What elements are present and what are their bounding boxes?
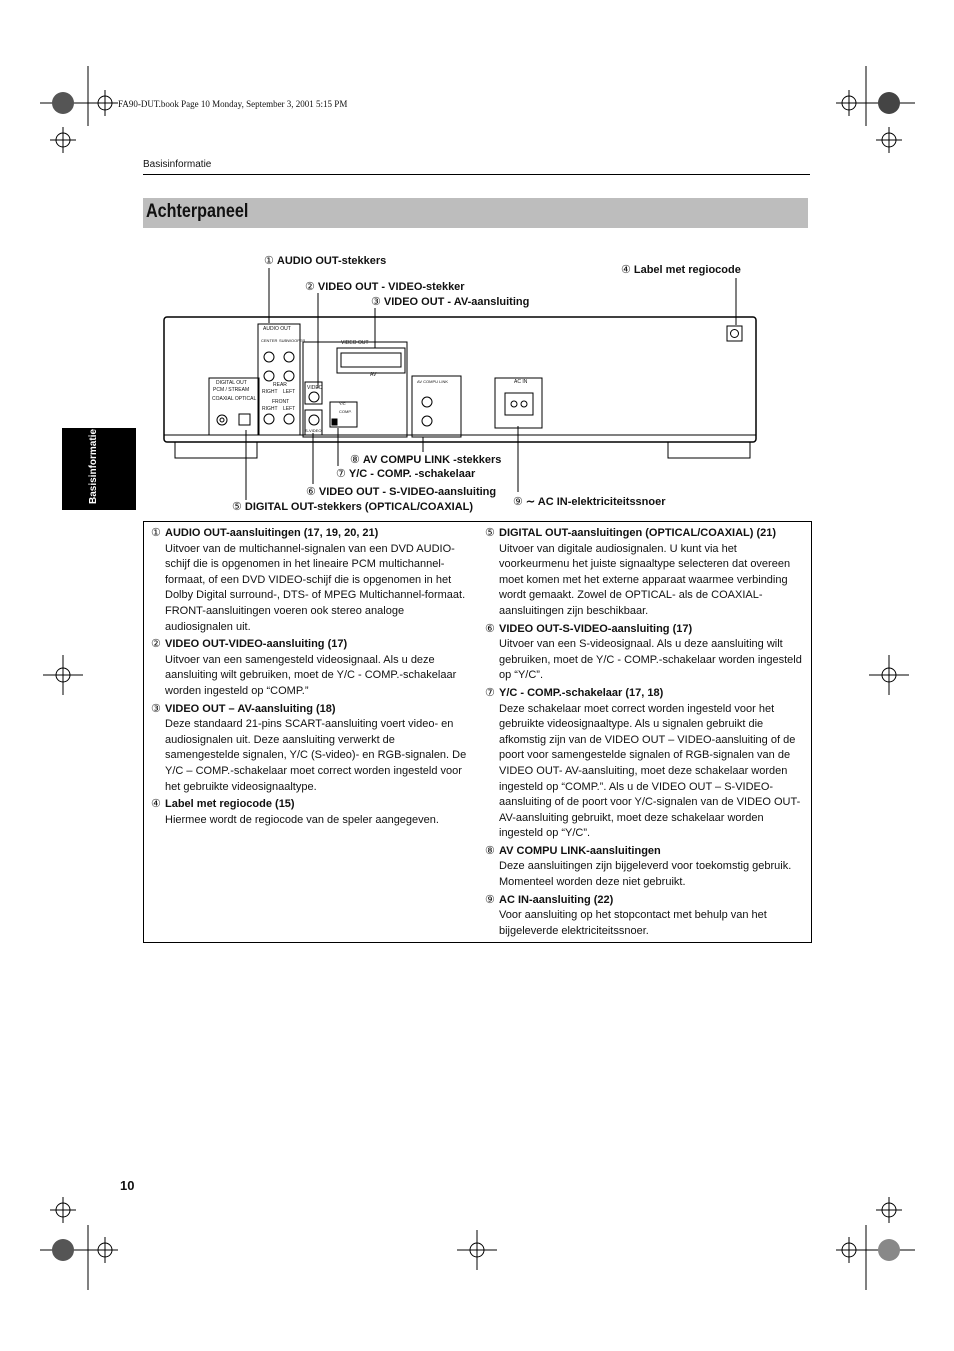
description-body: Uitvoer van digitale audiosignalen. U kunt via het voorkeurmenu het juiste signaaltype selecteren dat overeen moet komen met het externe apparaat waarmee verbinding wordt gemaakt. Zowel de OPTICAL- als de COAXIAL-aansluitingen zijn beschikbaar. — [499, 542, 791, 617]
file-info: FA90-DUT.book Page 10 Monday, September 3, 2001 5:15 PM — [118, 99, 348, 109]
left-column — [151, 526, 471, 830]
description-heading: ⑧ AV COMPU LINK-aansluitingen — [485, 844, 661, 857]
description-item — [485, 844, 803, 891]
callout-s-video: ⑥ VIDEO OUT - S-VIDEO-aansluiting — [306, 486, 497, 498]
page-number: 10 — [120, 1178, 135, 1193]
section-label: Basisinformatie — [143, 159, 212, 170]
page-title: Achterpaneel — [146, 201, 249, 222]
description-heading: ④ Label met regiocode (15) — [151, 798, 295, 811]
s-video-label: S-VIDEO — [305, 428, 322, 433]
description-heading: ② VIDEO OUT-VIDEO-aansluiting (17) — [151, 638, 348, 651]
rear-right-label: RIGHT — [262, 389, 278, 395]
audio-out-label: AUDIO OUT — [263, 326, 291, 332]
description-body: Uitvoer van een samengesteld videosignaal. Als u deze aansluiting wilt gebruiken, moet de Y/C - COMP.-schakelaar worden ingesteld op “COMP.” — [165, 653, 457, 697]
center-label: CENTER — [261, 338, 278, 343]
description-heading: ⑤ DIGITAL OUT-aansluitingen (OPTICAL/COAXIAL) (21) — [485, 527, 777, 539]
yc-label: Y/C — [339, 401, 346, 406]
description-body: Hiermee wordt de regiocode van de speler aangegeven. — [165, 813, 439, 826]
side-tab-label: Basisinformatie — [88, 428, 99, 504]
description-item — [485, 686, 803, 842]
description-item — [151, 526, 471, 635]
rear-left-label: LEFT — [283, 389, 296, 395]
callout-video-out-av: ③ VIDEO OUT - AV-aansluiting — [371, 296, 530, 308]
front-label: FRONT — [272, 399, 290, 405]
callout-yc-comp: ⑦ Y/C - COMP. -schakelaar — [336, 468, 476, 480]
description-heading: ① AUDIO OUT-aansluitingen (17, 19, 20, 21) — [151, 527, 379, 539]
av-label: AV — [370, 372, 377, 378]
front-left-label: LEFT — [283, 406, 296, 412]
ac-in-label: AC IN — [514, 379, 528, 385]
ac-wave-icon: ∼ — [525, 496, 536, 508]
description-heading: ⑦ Y/C - COMP.-schakelaar (17, 18) — [485, 686, 664, 699]
description-item — [151, 637, 471, 699]
description-body: Voor aansluiting op het stopcontact met behulp van het bijgeleverde elektriciteitssnoer. — [499, 909, 767, 937]
right-column — [485, 526, 803, 941]
description-item — [151, 797, 471, 828]
description-heading: ③ VIDEO OUT – AV-aansluiting (18) — [151, 702, 336, 715]
description-item — [485, 526, 803, 620]
callout-audio-out: ① AUDIO OUT-stekkers — [264, 255, 387, 267]
rear-label: REAR — [273, 382, 287, 388]
description-heading: ⑨ AC IN-aansluiting (22) — [485, 893, 614, 906]
description-body: Deze schakelaar moet correct worden ingesteld voor het gebruikte videosignaaltype. Als u signalen gebruikt die afkomstig zijn van de VIDEO OUT – VIDEO-aansluiting of de poort voor samengestelde signalen of RGB-signalen van de VIDEO OUT- AV-aansluiting, moet deze schakelaar worden ingesteld op “COMP.”. Als u de VIDEO OUT – S-VIDEO-aansluiting of de poort voor Y/C-signalen van de VIDEO OUT- AV-aansluiting gebruikt, moet deze schakelaar worden ingesteld op “Y/C”. — [499, 702, 801, 840]
description-body: Deze standaard 21-pins SCART-aansluiting voert video- en audiosignalen uit. Deze aansluiting verwerkt de samengestelde signalen, Y/C (S-video)- en RGB-signalen. De Y/C – COMP.-schakelaar moet correct worden ingesteld voor het gebruikte videosignaaltype. — [165, 718, 467, 793]
callout-av-compu-link: ⑧ AV COMPU LINK -stekkers — [350, 454, 502, 466]
description-body: Uitvoer van een S-videosignaal. Als u deze aansluiting wilt gebruiken, moet de Y/C - COMP.-schakelaar worden ingesteld op “Y/C”. — [499, 638, 802, 682]
callout-ac-in: ⑨ ∼ AC IN-elektriciteitssnoer — [513, 496, 666, 508]
description-item — [485, 893, 803, 940]
coaxial-optical-label: COAXIAL OPTICAL — [212, 396, 257, 402]
digital-out-label: DIGITAL OUT — [216, 380, 247, 386]
description-body: Uitvoer van de multichannel-signalen van een DVD AUDIO-schijf die is opgenomen in het lineaire PCM multichannel-formaat, of een DVD VIDEO-schijf die is opgenomen in het Dolby Digital surround-, DTS- of MPEG Multichannel-formaat. FRONT-aansluitingen voeren ook stereo analoge audiosignalen uit. — [165, 542, 466, 633]
av-compu-link-label: AV COMPU LINK — [417, 379, 449, 384]
video-label: VIDEO — [307, 385, 323, 391]
front-right-label: RIGHT — [262, 406, 278, 412]
comp-label: COMP. — [339, 409, 352, 414]
video-out-label: VIDEO OUT — [341, 340, 369, 346]
pcm-stream-label: PCM / STREAM — [213, 387, 250, 393]
description-item — [485, 622, 803, 684]
description-item — [151, 702, 471, 796]
description-body: Deze aansluitingen zijn bijgeleverd voor toekomstig gebruik. Momenteel worden deze niet gebruikt. — [499, 860, 792, 889]
callout-video-out-video: ② VIDEO OUT - VIDEO-stekker — [305, 281, 465, 293]
description-heading: ⑥ VIDEO OUT-S-VIDEO-aansluiting (17) — [485, 622, 693, 635]
callout-digital-out: ⑤ DIGITAL OUT-stekkers (OPTICAL/COAXIAL) — [232, 501, 474, 513]
subwoofer-label: SUBWOOFER — [279, 338, 306, 343]
callout-region-label: ④ Label met regiocode — [621, 264, 741, 276]
description-box — [143, 521, 812, 943]
